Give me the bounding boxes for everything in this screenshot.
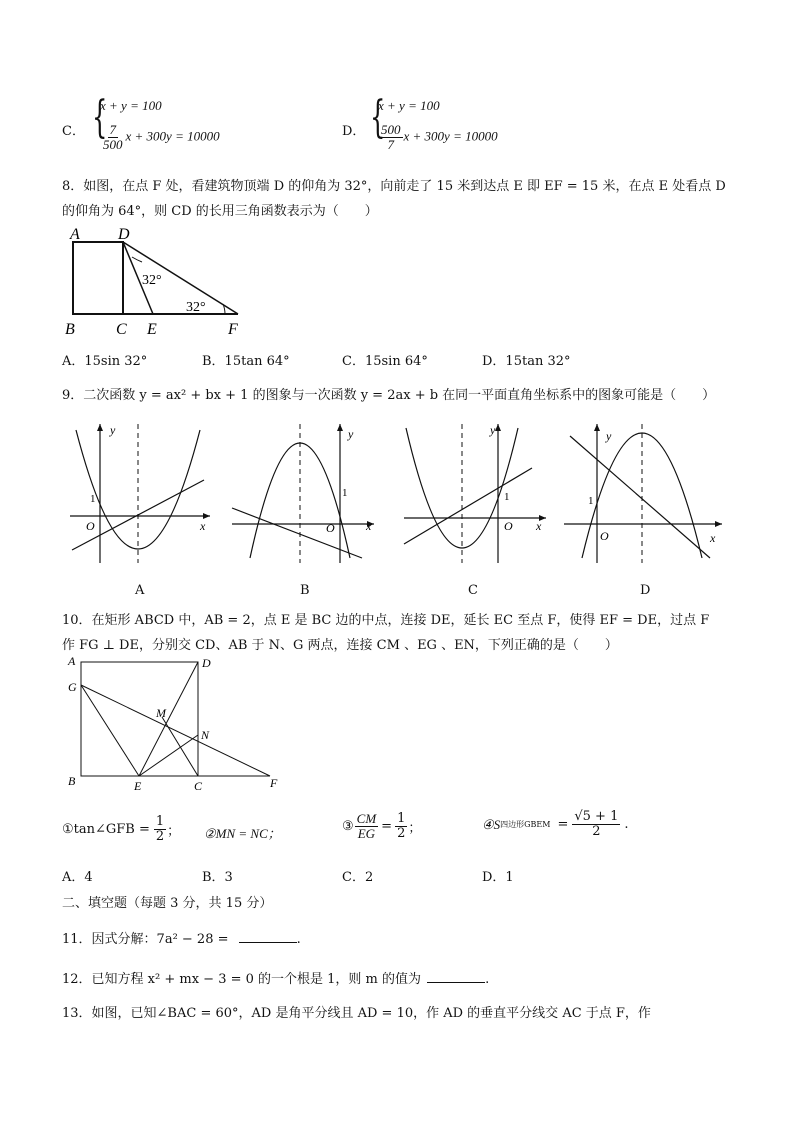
equation-2: $\frac{7}{500}$ x + 300y = 10000: [103, 122, 220, 152]
q10-stem-line1: 10．在矩形 ABCD 中，AB = 2，点 E 是 BC 边的中点，连接 DE，延长 EC 至点 F，使得 EF = DE，过点 F: [62, 613, 710, 628]
angle-label-2: 32°: [186, 300, 206, 315]
svg-text:1: 1: [342, 487, 348, 499]
q10-option-b: B．3: [202, 870, 233, 885]
section-heading: 二、填空题（每题 3 分，共 15 分）: [62, 896, 273, 911]
q9-graph-b: [228, 418, 378, 568]
equation-2: $\frac{500}{7}$ x + 300y = 10000: [381, 122, 498, 152]
svg-text:1: 1: [588, 495, 594, 507]
q8-option-a: A．15sin 32°: [62, 354, 148, 369]
q8-stem-line1: 8．如图，在点 F 处，看建筑物顶端 D 的仰角为 32°，向前走了 15 米到达点 E 即 EF = 15 米，在点 E 处看点 D: [62, 179, 726, 194]
q13-line1: 13．如图，已知∠BAC = 60°，AD 是角平分线且 AD = 10，作 AD 的垂直平分线交 AC 于点 F，作: [62, 1006, 651, 1021]
svg-text:x: x: [200, 519, 206, 533]
q10-figure: [62, 655, 292, 797]
svg-text:y: y: [110, 423, 116, 437]
q10-statement-3: ③ $\frac{CM}{EG}$ = $\frac{1}{2}$ ；: [342, 811, 422, 841]
q9-graph-a: [62, 418, 212, 568]
svg-text:B: B: [68, 774, 76, 788]
label-f: F: [228, 321, 238, 338]
svg-text:M: M: [156, 706, 166, 720]
svg-text:x: x: [710, 531, 716, 545]
svg-text:1: 1: [504, 491, 510, 503]
svg-text:y: y: [490, 423, 496, 437]
svg-text:O: O: [326, 521, 335, 535]
q10-statement-2: ②MN = NC；: [204, 826, 281, 841]
q11: 11．因式分解：7a² − 28 = .: [62, 932, 301, 947]
svg-text:O: O: [600, 529, 609, 543]
q10-option-d: D．1: [482, 870, 514, 885]
svg-text:G: G: [68, 680, 77, 694]
label-e: E: [147, 321, 157, 338]
equation-1: x + y = 100: [100, 98, 162, 113]
svg-text:1: 1: [90, 493, 96, 505]
q10-option-c: C．2: [342, 870, 374, 885]
equation-1: x + y = 100: [378, 98, 440, 113]
svg-text:E: E: [134, 779, 142, 793]
q10-statement-4: ④S 四边形GBEM = $\frac{√5 + 1}{2}$ .: [482, 809, 629, 839]
svg-text:N: N: [201, 728, 210, 742]
q9-graph-c: [400, 418, 550, 568]
svg-text:y: y: [348, 427, 354, 441]
q8-option-d: D．15tan 32°: [482, 354, 571, 369]
svg-text:O: O: [504, 519, 513, 533]
q12: 12．已知方程 x² + mx − 3 = 0 的一个根是 1，则 m 的值为 .: [62, 972, 490, 987]
q10-stem-line2: 作 FG ⊥ DE，分别交 CD、AB 于 N、G 两点，连接 CM 、EG 、EN，下列正确的是（ ）: [62, 638, 618, 653]
label-d: D: [118, 226, 130, 243]
option-c-label: C．: [62, 124, 85, 139]
left-brace: {: [92, 92, 108, 143]
svg-text:A: A: [68, 655, 76, 668]
q8-option-b: B．15tan 64°: [202, 354, 290, 369]
svg-text:F: F: [270, 776, 278, 790]
label-b: B: [65, 321, 75, 338]
svg-text:x: x: [366, 519, 372, 533]
label-a: A: [70, 226, 80, 243]
q9-graph-d: [560, 418, 730, 568]
svg-text:x: x: [536, 519, 542, 533]
q8-figure: [60, 222, 250, 342]
q9-label-a: A: [135, 583, 145, 598]
option-d-label: D．: [342, 124, 366, 139]
q8-stem-line2: 的仰角为 64°，则 CD 的长用三角函数表示为（ ）: [62, 204, 378, 219]
svg-text:y: y: [606, 429, 612, 443]
q9-label-d: D: [640, 583, 651, 598]
q9-label-c: C: [468, 583, 478, 598]
left-brace: {: [370, 92, 386, 143]
svg-text:O: O: [86, 519, 95, 533]
svg-text:C: C: [194, 779, 203, 793]
svg-text:D: D: [202, 656, 211, 670]
q9-label-b: B: [300, 583, 310, 598]
q10-option-a: A．4: [62, 870, 93, 885]
q10-statement-1: ①tan∠GFB = $\frac{1}{2}$ ；: [62, 814, 181, 844]
q8-option-c: C．15sin 64°: [342, 354, 428, 369]
q9-stem: 9．二次函数 y = ax² + bx + 1 的图象与一次函数 y = 2ax + b 在同一平面直角坐标系中的图象可能是（ ）: [62, 388, 716, 403]
angle-label-1: 32°: [142, 273, 162, 288]
label-c: C: [116, 321, 127, 338]
